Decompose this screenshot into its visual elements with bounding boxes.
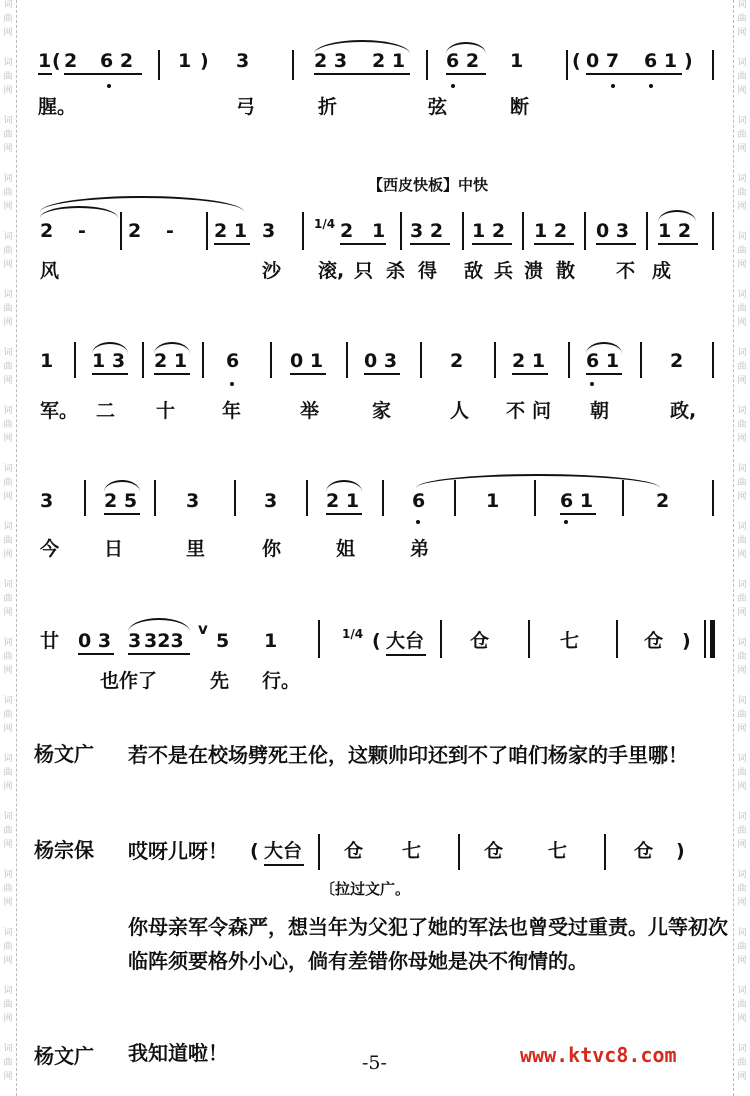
percussion: 大台 xyxy=(264,840,303,862)
watermark-glyph: 词 xyxy=(737,0,747,10)
lyric: 滚, xyxy=(318,260,345,282)
watermark-glyph: 网 xyxy=(737,492,747,502)
watermark-glyph: 词 xyxy=(3,58,13,68)
lyric: 家 xyxy=(372,400,392,422)
watermark-glyph: 网 xyxy=(3,376,13,386)
note: 6 1 xyxy=(560,490,594,512)
free-meter-mark: 廿 xyxy=(40,630,60,652)
watermark-glyph: 曲 xyxy=(737,768,747,778)
watermark-glyph: 词 xyxy=(737,580,747,590)
note: 1 2 xyxy=(472,220,506,242)
note: 1 2 xyxy=(534,220,568,242)
watermark-glyph: 词 xyxy=(737,116,747,126)
watermark-glyph: 曲 xyxy=(3,72,13,82)
watermark-glyph: 网 xyxy=(737,1014,747,1024)
watermark-glyph: 网 xyxy=(3,782,13,792)
lyric: 弓 xyxy=(236,96,256,118)
watermark-glyph: 网 xyxy=(737,840,747,850)
note: 5 xyxy=(216,630,230,652)
watermark-glyph: 词 xyxy=(737,174,747,184)
watermark-glyph: 曲 xyxy=(3,188,13,198)
note: - xyxy=(78,220,86,242)
site-watermark: www.ktvc8.com xyxy=(520,1043,677,1067)
lyric: 只 xyxy=(354,260,374,282)
watermark-glyph: 词 xyxy=(737,464,747,474)
lyric: 里 xyxy=(186,538,206,560)
lyric: 十 xyxy=(156,400,176,422)
watermark-glyph: 网 xyxy=(3,86,13,96)
note: 1 xyxy=(178,50,192,72)
watermark-glyph: 网 xyxy=(3,144,13,154)
score-system-4 xyxy=(0,460,750,560)
watermark-glyph: 曲 xyxy=(737,478,747,488)
note: 1 xyxy=(38,50,52,72)
watermark-glyph: 网 xyxy=(3,318,13,328)
watermark-glyph: 曲 xyxy=(3,1000,13,1010)
lyric: 年 xyxy=(222,400,242,422)
tempo-marking: 【西皮快板】中快 xyxy=(368,176,489,194)
lyric: 日 xyxy=(104,538,124,560)
watermark-glyph: 词 xyxy=(3,1044,13,1054)
dialogue-2: 杨宗保 哎呀儿呀！ ( 大台 仓 七 仓 七 仓 ) 〔拉过文广。 xyxy=(0,834,750,894)
percussion: 仓 xyxy=(470,630,490,652)
lyric: 溃 xyxy=(524,260,544,282)
note: 0 3 xyxy=(78,630,112,652)
watermark-glyph: 词 xyxy=(3,232,13,242)
watermark-glyph: 网 xyxy=(737,1072,747,1082)
watermark-glyph: 词 xyxy=(3,638,13,648)
speaker-name: 杨宗保 xyxy=(34,838,94,862)
dialogue-text: 我知道啦！ xyxy=(128,1041,228,1065)
watermark-glyph: 词 xyxy=(3,116,13,126)
percussion: 仓 xyxy=(634,840,654,862)
lyric: 不 xyxy=(616,260,636,282)
lyric: 得 xyxy=(418,260,438,282)
lyric: 朝 xyxy=(590,400,610,422)
note: 0 7 xyxy=(586,50,620,72)
note: 2 xyxy=(40,220,54,242)
watermark-glyph: 词 xyxy=(737,232,747,242)
watermark-glyph: 词 xyxy=(737,754,747,764)
watermark-glyph: 曲 xyxy=(737,884,747,894)
watermark-glyph: 网 xyxy=(737,144,747,154)
watermark-glyph: 词 xyxy=(737,1044,747,1054)
watermark-glyph: 词 xyxy=(3,580,13,590)
lyric: 你 xyxy=(262,538,282,560)
lyric: 腥。 xyxy=(38,96,77,118)
paren-open: ( xyxy=(52,50,61,72)
note: 3 xyxy=(236,50,250,72)
watermark-glyph: 网 xyxy=(737,202,747,212)
dialogue-text: 若不是在校场劈死王伦，这颗帅印还到不了咱们杨家的手里哪！ xyxy=(128,743,688,767)
time-signature: 1/4 xyxy=(314,217,336,231)
lyric: 敌 xyxy=(464,260,484,282)
watermark-glyph: 网 xyxy=(3,840,13,850)
lyric: 军。 xyxy=(40,400,79,422)
watermark-glyph: 网 xyxy=(737,724,747,734)
watermark-glyph: 曲 xyxy=(737,246,747,256)
note: 6 2 xyxy=(100,50,134,72)
lyric: 弟 xyxy=(410,538,430,560)
watermark-glyph: 网 xyxy=(3,898,13,908)
time-signature: 1/4 xyxy=(342,627,364,641)
watermark-glyph: 曲 xyxy=(737,1000,747,1010)
lyric: 政, xyxy=(670,400,697,422)
dialogue-text: 哎呀儿呀！ xyxy=(128,839,228,863)
percussion: 仓 xyxy=(484,840,504,862)
dialogue-1 xyxy=(0,738,750,818)
note: 2 xyxy=(128,220,142,242)
watermark-glyph: 词 xyxy=(737,870,747,880)
paren-close: ) xyxy=(200,50,209,72)
watermark-glyph: 曲 xyxy=(3,942,13,952)
note: 3 xyxy=(262,220,276,242)
lyric: 杀 xyxy=(386,260,406,282)
watermark-glyph: 词 xyxy=(3,174,13,184)
watermark-glyph: 曲 xyxy=(737,942,747,952)
note: 2 1 xyxy=(154,350,188,372)
dialogue-text: 你母亲军令森严，想当年为父犯了她的军法也曾受过重责。儿等初次临阵须要格外小心，倘有差错你母她是决不徇情的。 xyxy=(128,915,728,973)
watermark-glyph: 词 xyxy=(737,406,747,416)
note: 0 1 xyxy=(290,350,324,372)
watermark-glyph: 网 xyxy=(737,260,747,270)
watermark-glyph: 网 xyxy=(737,376,747,386)
watermark-glyph: 曲 xyxy=(3,130,13,140)
note: 1 2 xyxy=(658,220,692,242)
note: 1 xyxy=(510,50,524,72)
note: 3 xyxy=(186,490,200,512)
watermark-glyph: 网 xyxy=(737,86,747,96)
breath-mark: v xyxy=(198,620,208,638)
watermark-glyph: 词 xyxy=(3,928,13,938)
watermark-glyph: 曲 xyxy=(737,826,747,836)
note: 2 xyxy=(670,350,684,372)
watermark-glyph: 曲 xyxy=(3,826,13,836)
watermark-glyph: 词 xyxy=(3,522,13,532)
lyric: 弦 xyxy=(428,96,448,118)
watermark-glyph: 曲 xyxy=(737,420,747,430)
note: 1 xyxy=(372,220,386,242)
lyric: 姐 xyxy=(336,538,356,560)
watermark-glyph: 词 xyxy=(737,812,747,822)
lyric: 断 xyxy=(510,96,530,118)
note: 2 1 xyxy=(214,220,248,242)
watermark-glyph: 曲 xyxy=(737,188,747,198)
watermark-glyph: 曲 xyxy=(737,536,747,546)
watermark-glyph: 曲 xyxy=(3,1058,13,1068)
watermark-glyph: 网 xyxy=(737,318,747,328)
watermark-glyph: 曲 xyxy=(737,652,747,662)
note: 0 3 xyxy=(596,220,630,242)
note: - xyxy=(166,220,174,242)
percussion: 七 xyxy=(548,840,568,862)
watermark-glyph: 网 xyxy=(737,550,747,560)
watermark-glyph: 曲 xyxy=(3,420,13,430)
score-system-1 xyxy=(0,40,750,120)
watermark-glyph: 网 xyxy=(3,202,13,212)
watermark-glyph: 网 xyxy=(3,434,13,444)
note: 6 xyxy=(412,490,426,512)
lyric: 兵 xyxy=(494,260,514,282)
lyric: 问 xyxy=(532,400,552,422)
watermark-glyph: 曲 xyxy=(737,710,747,720)
lyric: 人 xyxy=(450,400,470,422)
dialogue-4 xyxy=(0,1040,750,1080)
score-system-5: 廿 0 3 3 323 v 5 1 1/4 ( 大台 仓 七 仓 ) 也作了 先 行。 xyxy=(0,600,750,700)
score-system-2 xyxy=(0,170,750,290)
stage-direction: 〔拉过文广。 xyxy=(320,880,411,898)
watermark-glyph: 曲 xyxy=(737,1058,747,1068)
note: 1 xyxy=(486,490,500,512)
watermark-glyph: 网 xyxy=(3,492,13,502)
watermark-glyph: 词 xyxy=(737,348,747,358)
watermark-glyph: 曲 xyxy=(3,536,13,546)
note: 1 xyxy=(264,630,278,652)
watermark-glyph: 词 xyxy=(737,928,747,938)
watermark-glyph: 网 xyxy=(3,724,13,734)
watermark-glyph: 网 xyxy=(737,434,747,444)
note: 6 1 xyxy=(644,50,678,72)
watermark-glyph: 网 xyxy=(3,260,13,270)
watermark-glyph: 曲 xyxy=(3,478,13,488)
watermark-glyph: 网 xyxy=(737,782,747,792)
note: 2 xyxy=(450,350,464,372)
watermark-glyph: 网 xyxy=(737,28,747,38)
watermark-glyph: 词 xyxy=(3,870,13,880)
watermark-glyph: 网 xyxy=(3,1014,13,1024)
lyric: 今 xyxy=(40,538,60,560)
paren-close: ) xyxy=(684,50,693,72)
watermark-glyph: 曲 xyxy=(3,884,13,894)
watermark-glyph: 曲 xyxy=(737,594,747,604)
note: 6 xyxy=(226,350,240,372)
percussion: 七 xyxy=(402,840,422,862)
note: 1 3 xyxy=(92,350,126,372)
watermark-glyph: 曲 xyxy=(3,652,13,662)
note: 2 1 xyxy=(372,50,406,72)
watermark-glyph: 网 xyxy=(3,1072,13,1082)
lyric: 行。 xyxy=(262,670,301,692)
note: 6 2 xyxy=(446,50,480,72)
watermark-glyph: 词 xyxy=(737,986,747,996)
watermark-glyph: 词 xyxy=(3,754,13,764)
watermark-glyph: 曲 xyxy=(3,594,13,604)
speaker-name: 杨文广 xyxy=(34,742,94,766)
note: 2 xyxy=(340,220,354,242)
watermark-glyph: 网 xyxy=(3,28,13,38)
watermark-glyph: 词 xyxy=(3,986,13,996)
watermark-glyph: 词 xyxy=(737,58,747,68)
watermark-glyph: 曲 xyxy=(3,362,13,372)
note: 2 xyxy=(656,490,670,512)
note: 2 5 xyxy=(104,490,138,512)
watermark-glyph: 网 xyxy=(3,666,13,676)
lyric: 二 xyxy=(96,400,116,422)
watermark-glyph: 词 xyxy=(737,290,747,300)
watermark-glyph: 曲 xyxy=(3,246,13,256)
watermark-glyph: 词 xyxy=(737,638,747,648)
lyric: 举 xyxy=(300,400,320,422)
watermark-glyph: 曲 xyxy=(3,14,13,24)
watermark-glyph: 词 xyxy=(3,348,13,358)
watermark-glyph: 曲 xyxy=(3,304,13,314)
lyric: 折 xyxy=(318,96,338,118)
note: 2 1 xyxy=(512,350,546,372)
percussion: 仓 xyxy=(644,630,664,652)
note: 1 xyxy=(40,350,54,372)
watermark-glyph: 词 xyxy=(3,290,13,300)
note: 323 xyxy=(144,630,184,652)
watermark-glyph: 网 xyxy=(737,898,747,908)
percussion: 七 xyxy=(560,630,580,652)
watermark-glyph: 曲 xyxy=(737,130,747,140)
paren-open: ( xyxy=(572,50,581,72)
watermark-glyph: 网 xyxy=(3,956,13,966)
page-number: -5- xyxy=(362,1052,387,1074)
lyric: 风 xyxy=(40,260,60,282)
watermark-glyph: 网 xyxy=(737,956,747,966)
note: 3 xyxy=(128,630,142,652)
note: 3 xyxy=(40,490,54,512)
note: 2 1 xyxy=(326,490,360,512)
lyric: 不 xyxy=(506,400,526,422)
watermark-glyph: 曲 xyxy=(3,710,13,720)
watermark-glyph: 曲 xyxy=(737,72,747,82)
note: 2 3 xyxy=(314,50,348,72)
watermark-glyph: 词 xyxy=(737,522,747,532)
note: 3 2 xyxy=(410,220,444,242)
watermark-glyph: 词 xyxy=(3,464,13,474)
percussion: 大台 xyxy=(386,630,425,652)
watermark-glyph: 网 xyxy=(737,608,747,618)
score-system-3 xyxy=(0,330,750,420)
watermark-glyph: 曲 xyxy=(737,362,747,372)
watermark-glyph: 曲 xyxy=(737,304,747,314)
watermark-glyph: 曲 xyxy=(3,768,13,778)
speaker-name: 杨文广 xyxy=(34,1044,94,1068)
watermark-glyph: 曲 xyxy=(737,14,747,24)
watermark-glyph: 词 xyxy=(3,696,13,706)
dialogue-3 xyxy=(0,910,750,1020)
lyric: 也作了 xyxy=(100,670,158,692)
lyric: 成 xyxy=(652,260,672,282)
watermark-glyph: 词 xyxy=(3,406,13,416)
watermark-glyph: 网 xyxy=(3,608,13,618)
lyric: 沙 xyxy=(262,260,282,282)
note: 2 xyxy=(64,50,78,72)
note: 6 1 xyxy=(586,350,620,372)
lyric: 先 xyxy=(210,670,230,692)
percussion: 仓 xyxy=(344,840,364,862)
watermark-glyph: 词 xyxy=(737,696,747,706)
note: 3 xyxy=(264,490,278,512)
lyric: 散 xyxy=(556,260,576,282)
note: 0 3 xyxy=(364,350,398,372)
watermark-glyph: 网 xyxy=(3,550,13,560)
watermark-glyph: 网 xyxy=(737,666,747,676)
watermark-glyph: 词 xyxy=(3,0,13,10)
watermark-glyph: 词 xyxy=(3,812,13,822)
